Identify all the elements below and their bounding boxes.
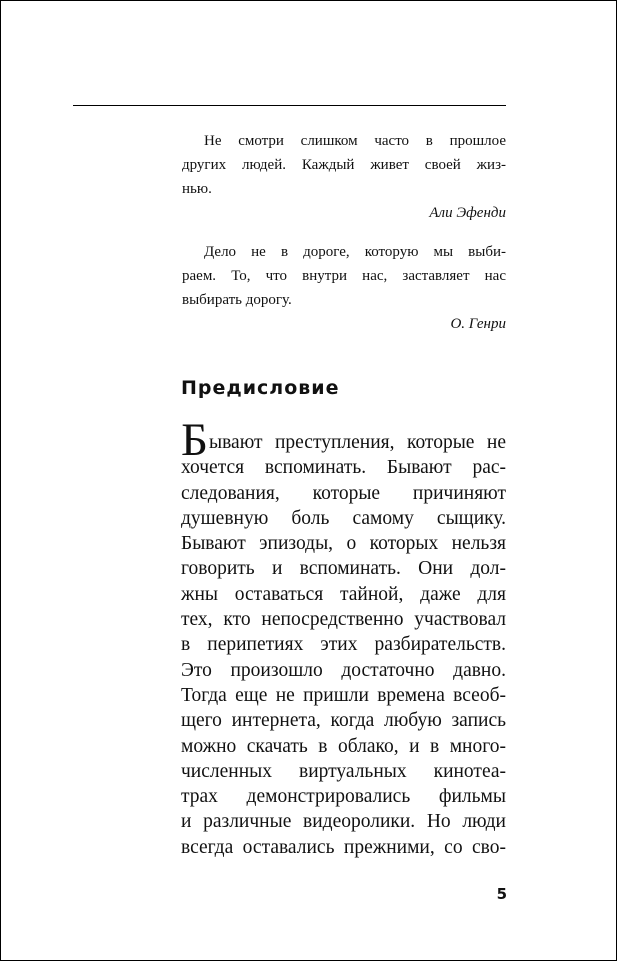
epigraph-line: раем. То, что внутри нас, заставляет нас <box>182 268 506 284</box>
body-line: ывают преступления, которые не <box>209 432 506 453</box>
epigraph-author: О. Генри <box>450 316 506 332</box>
body-line: следования, которые причиняют <box>181 482 506 504</box>
page-number: 5 <box>496 885 507 903</box>
body-line: численных виртуальных кинотеа- <box>181 760 506 782</box>
epigraph-author: Али Эфенди <box>429 205 506 221</box>
section-title: Предисловие <box>181 377 340 399</box>
body-line: всегда оставались прежними, со сво- <box>181 836 506 858</box>
body-line: щего интернета, когда любую запись <box>181 710 506 732</box>
epigraph <box>182 129 506 225</box>
body-line: Тогда еще не пришли времена всеоб- <box>181 684 506 706</box>
epigraph-line: других людей. Каждый живет своей жиз- <box>182 157 506 173</box>
top-rule <box>73 105 506 106</box>
body-line: трах демонстрировались фильмы <box>181 786 506 808</box>
body-line: и различные видеоролики. Но люди <box>181 811 506 833</box>
drop-cap: Б <box>181 414 208 466</box>
body-line: говорить и вспоминать. Они дол- <box>181 558 506 580</box>
body-line: в перипетиях этих разбирательств. <box>181 634 506 656</box>
epigraph-line: Дело не в дороге, которую мы выби- <box>204 244 506 260</box>
epigraph <box>182 240 506 336</box>
body-line: Это произошло достаточно давно. <box>181 659 506 681</box>
epigraph-line: нью. <box>182 181 212 197</box>
body-line: душевную боль самому сыщику. <box>181 507 506 529</box>
epigraph-line: выбирать дорогу. <box>182 292 292 308</box>
body-text <box>181 430 506 860</box>
body-line: тех, кто непосредственно участвовал <box>181 609 506 631</box>
epigraph-line: Не смотри слишком часто в прошлое <box>204 133 506 149</box>
body-line: жны оставаться тайной, даже для <box>181 583 506 605</box>
body-line: можно скачать в облако, и в много- <box>181 735 506 757</box>
body-line: хочется вспоминать. Бывают рас- <box>181 457 506 479</box>
body-line: Бывают эпизоды, о которых нельзя <box>181 533 506 555</box>
